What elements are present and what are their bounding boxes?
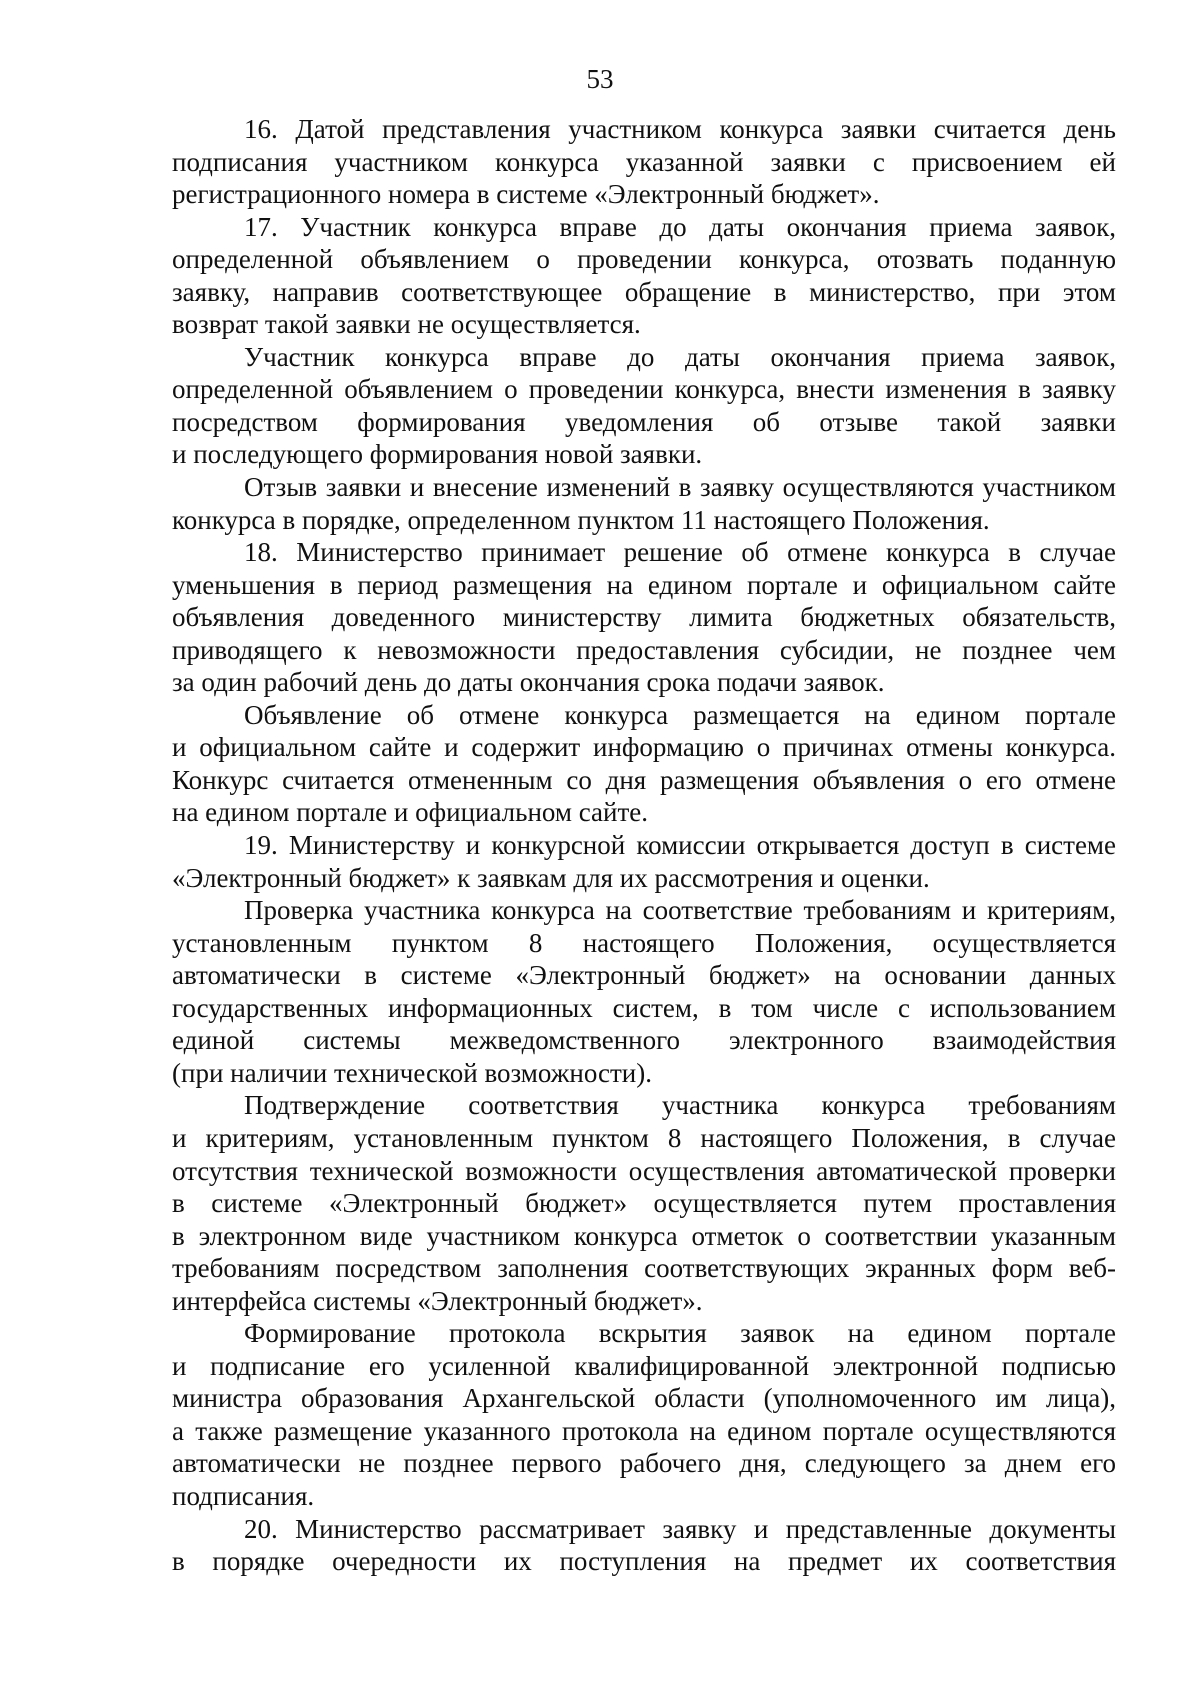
text-line: в электронном виде участником конкурса отметок о соответствии указанным: [172, 1220, 1116, 1251]
text-line: регистрационного номера в системе «Электронный бюджет».: [172, 179, 880, 210]
text-line: уменьшения в период размещения на едином портале и официальном сайте: [172, 569, 1116, 600]
text-line: требованиям посредством заполнения соответствующих экранных форм веб-: [172, 1253, 1116, 1284]
text-line: приводящего к невозможности предоставления субсидии, не позднее чем: [172, 634, 1116, 665]
document-body: [172, 113, 1116, 1578]
paragraph: [172, 1513, 1116, 1578]
text-line: в системе «Электронный бюджет» осуществляется путем проставления: [172, 1188, 1116, 1219]
text-line: государственных информационных систем, в том числе с использованием: [172, 992, 1116, 1023]
text-line: Формирование протокола вскрытия заявок на едином портале: [244, 1318, 1116, 1349]
text-line: возврат такой заявки не осуществляется.: [172, 309, 641, 340]
text-line: Объявление об отмене конкурса размещается на едином портале: [244, 699, 1116, 730]
paragraph: [172, 211, 1116, 341]
paragraph: [172, 1317, 1116, 1512]
text-line: Подтверждение соответствия участника конкурса требованиям: [244, 1090, 1116, 1121]
paragraph: [172, 471, 1116, 536]
text-line: и последующего формирования новой заявки.: [172, 439, 703, 470]
text-line: посредством формирования уведомления об отзыве такой заявки: [172, 406, 1116, 437]
text-line: «Электронный бюджет» к заявкам для их рассмотрения и оценки.: [172, 862, 930, 893]
text-line: интерфейса системы «Электронный бюджет».: [172, 1285, 703, 1316]
paragraph: [172, 341, 1116, 471]
paragraph: [172, 113, 1116, 211]
text-line: (при наличии технической возможности).: [172, 1057, 652, 1088]
text-line: подписания участником конкурса указанной заявки с присвоением ей: [172, 146, 1116, 177]
text-line: Конкурс считается отмененным со дня размещения объявления о его отмене: [172, 764, 1116, 795]
text-line: автоматически в системе «Электронный бюджет» на основании данных: [172, 960, 1116, 991]
text-line: установленным пунктом 8 настоящего Положения, осуществляется: [172, 927, 1116, 958]
text-line: определенной объявлением о проведении конкурса, отозвать поданную: [172, 244, 1116, 275]
text-line: 18. Министерство принимает решение об отмене конкурса в случае: [244, 537, 1116, 568]
text-line: и подписание его усиленной квалифицированной электронной подписью: [172, 1350, 1116, 1381]
paragraph: [172, 699, 1116, 829]
text-line: Отзыв заявки и внесение изменений в заявку осуществляются участником: [244, 472, 1116, 503]
text-line: единой системы межведомственного электронного взаимодействия: [172, 1025, 1116, 1056]
text-line: а также размещение указанного протокола на едином портале осуществляются: [172, 1415, 1116, 1446]
text-line: определенной объявлением о проведении конкурса, внести изменения в заявку: [172, 374, 1116, 405]
text-line: за один рабочий день до даты окончания срока подачи заявок.: [172, 667, 885, 698]
text-line: 19. Министерству и конкурсной комиссии открывается доступ в системе: [244, 830, 1116, 861]
text-line: 16. Датой представления участником конкурса заявки считается день: [244, 114, 1116, 144]
text-line: 20. Министерство рассматривает заявку и представленные документы: [244, 1513, 1116, 1544]
text-line: подписания.: [172, 1480, 315, 1511]
text-line: заявку, направив соответствующее обращение в министерство, при этом: [172, 276, 1116, 307]
text-line: 17. Участник конкурса вправе до даты окончания приема заявок,: [244, 211, 1116, 242]
text-line: в порядке очередности их поступления на предмет их соответствия: [172, 1546, 1116, 1577]
paragraph: [172, 894, 1116, 1089]
paragraph: [172, 1089, 1116, 1317]
page-number: 53: [586, 64, 614, 94]
text-line: Проверка участника конкурса на соответствие требованиям и критериям,: [244, 895, 1116, 926]
text-line: и официальном сайте и содержит информацию о причинах отмены конкурса.: [172, 732, 1116, 763]
text-line: автоматически не позднее первого рабочего дня, следующего за днем его: [172, 1448, 1116, 1479]
text-line: на едином портале и официальном сайте.: [172, 797, 649, 828]
text-line: конкурса в порядке, определенном пунктом 11 настоящего Положения.: [172, 504, 990, 535]
text-line: министра образования Архангельской области (уполномоченного им лица),: [172, 1383, 1116, 1414]
text-line: и критериям, установленным пунктом 8 настоящего Положения, в случае: [172, 1122, 1116, 1153]
text-line: Участник конкурса вправе до даты окончания приема заявок,: [244, 341, 1116, 372]
paragraph: [172, 536, 1116, 699]
text-line: объявления доведенного министерству лимита бюджетных обязательств,: [172, 602, 1116, 633]
text-line: отсутствия технической возможности осуществления автоматической проверки: [172, 1155, 1116, 1186]
paragraph: [172, 829, 1116, 894]
